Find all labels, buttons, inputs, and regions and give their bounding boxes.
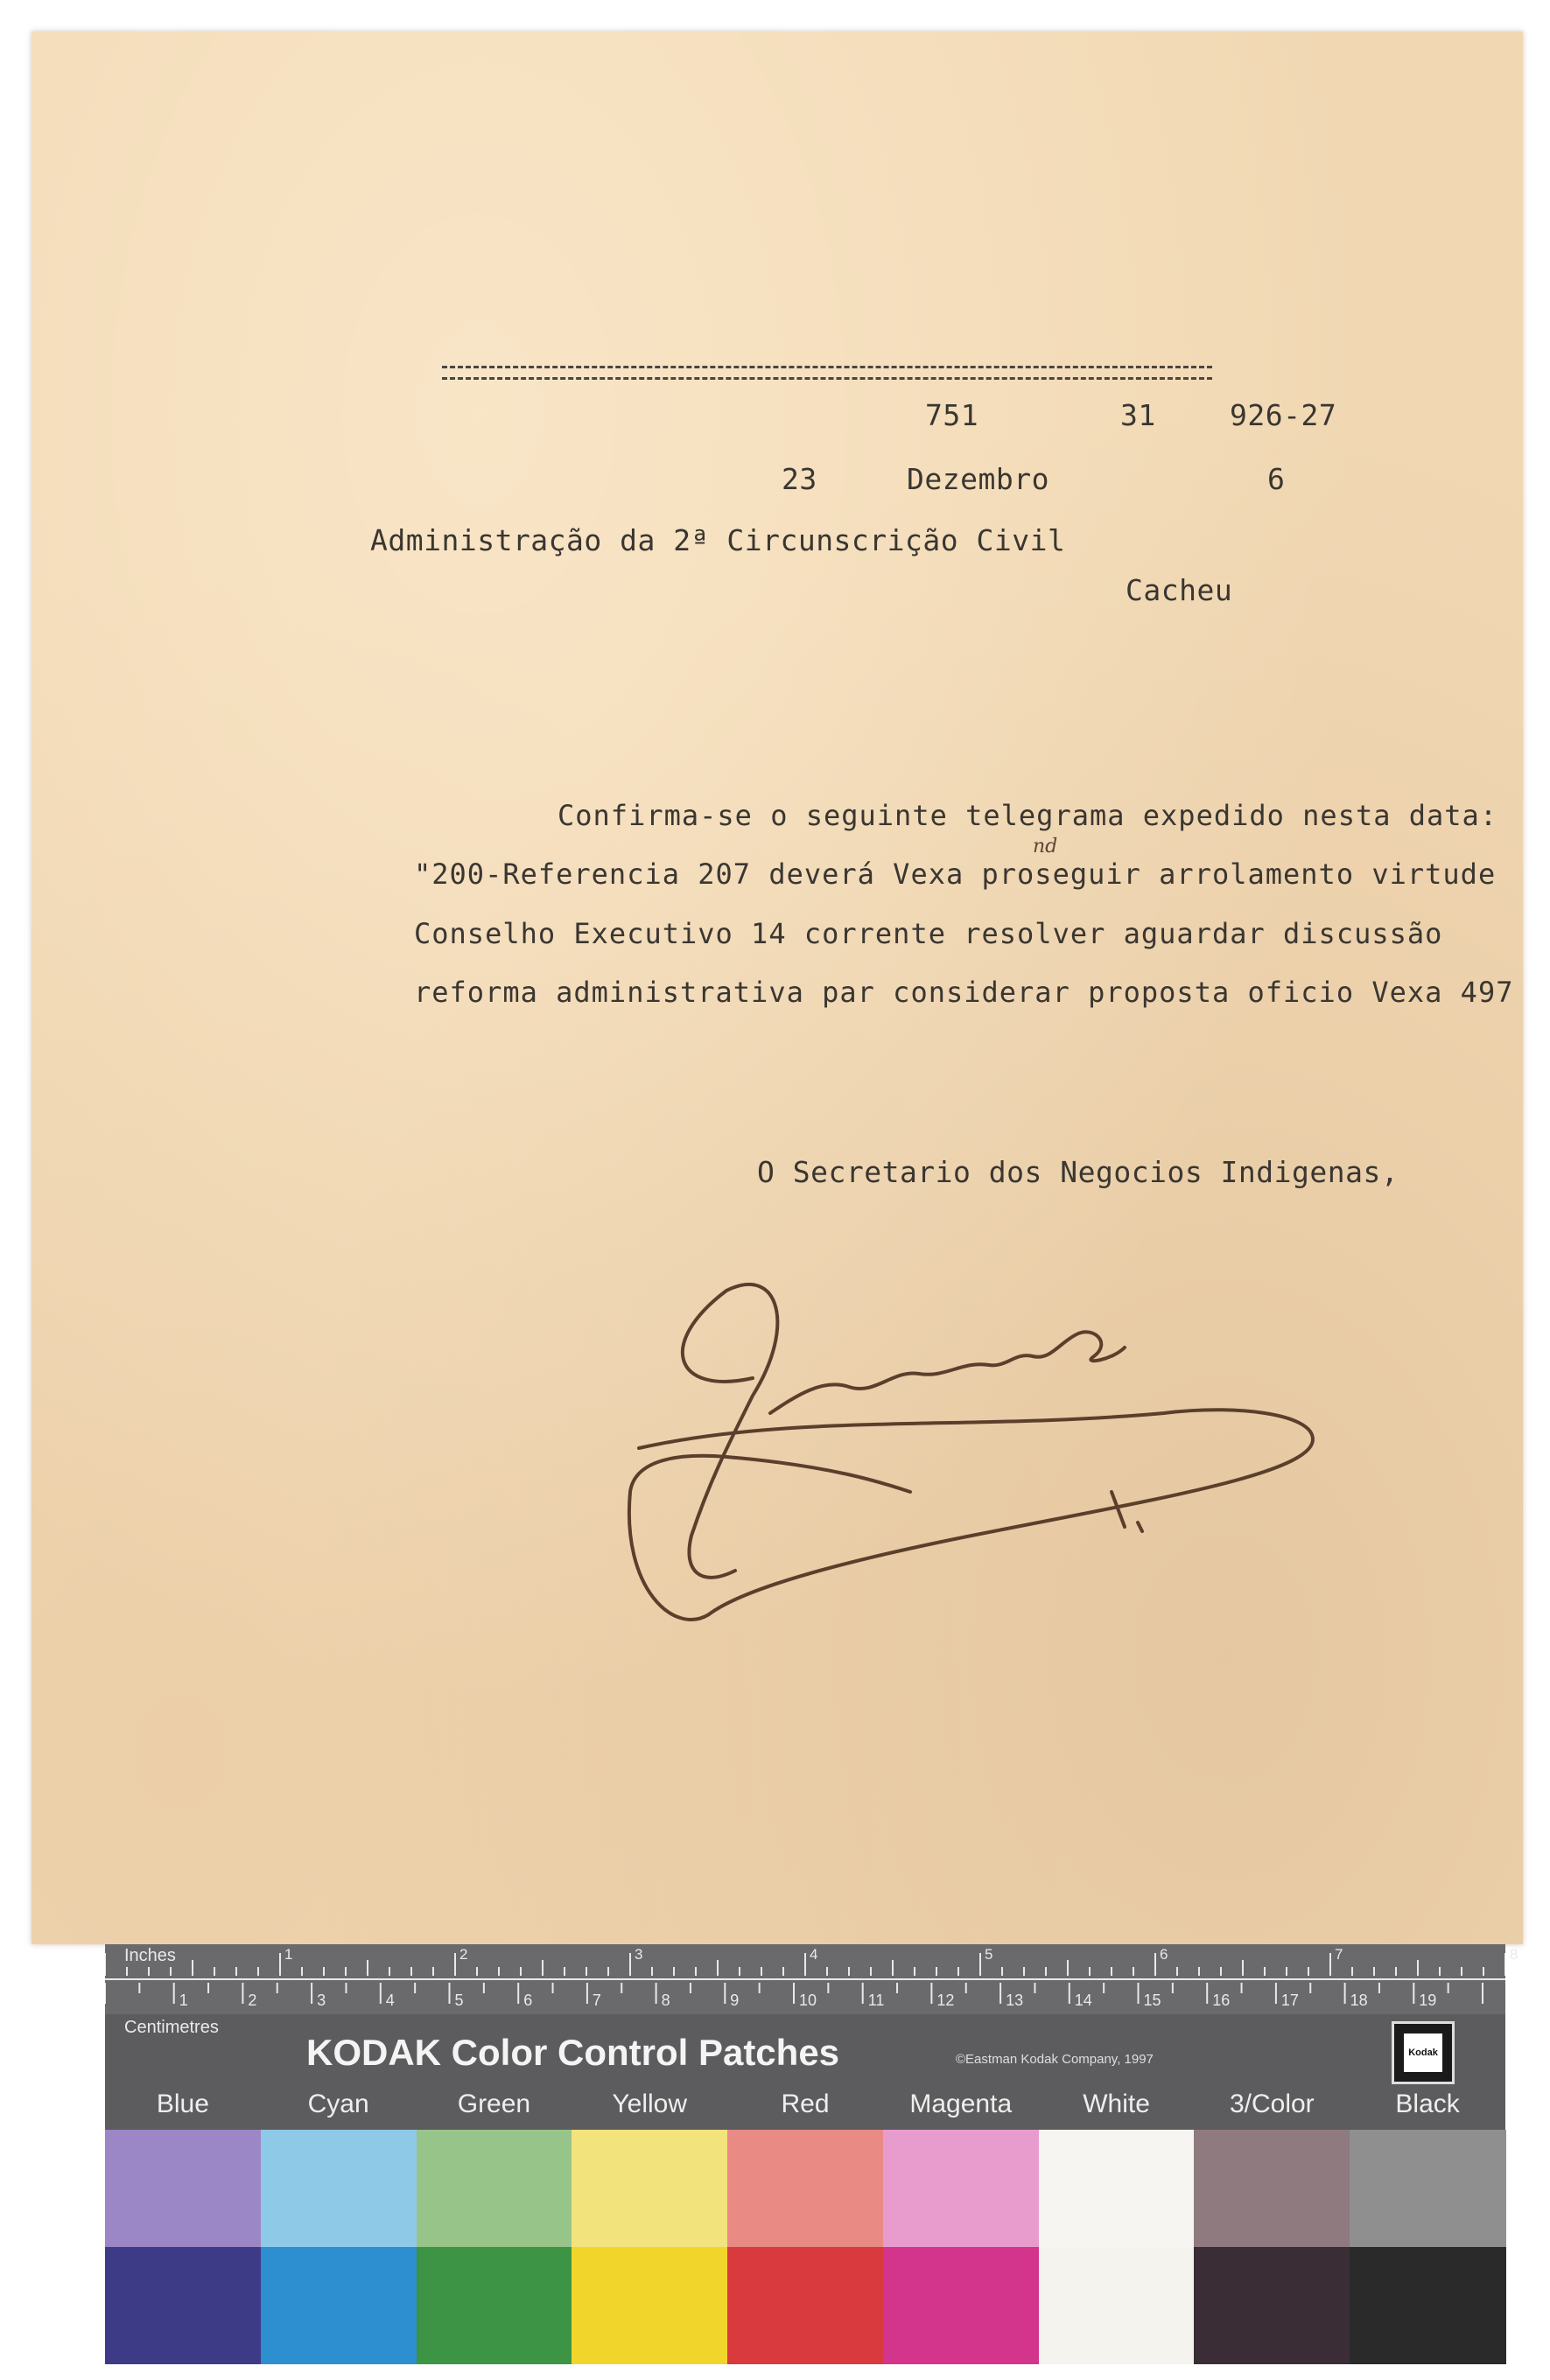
patch-label: Black [1395,2090,1460,2118]
color-patch-light [1194,2130,1350,2247]
centimetre-number: 12 [936,1992,955,2009]
centimetre-number: 3 [317,1992,326,2009]
body-line-4: reforma administrativa par considerar proposta oficio Vexa 497 [414,976,1514,1009]
closing-line: O Secretario dos Negocios Indigenas, [757,1155,1399,1189]
kodak-title: KODAK Color Control Patches [306,2032,840,2073]
centimetre-number: 10 [799,1992,817,2009]
centimetre-number: 5 [454,1992,464,2009]
color-patch-dark [261,2247,417,2364]
handwritten-signature [621,1273,1330,1641]
handwritten-correction: nd [1033,836,1058,858]
kodak-logo-text: Kodak [1404,2034,1442,2072]
color-patch-dark [883,2247,1040,2364]
body-line-2: "200-Referencia 207 deverá Vexa proseguir arrolamento virtude [414,858,1497,891]
body-line-1: Confirma-se o seguinte telegrama expedido nesta data: [558,799,1498,832]
color-patch-light [572,2130,728,2247]
day-number: 31 [1120,398,1156,432]
color-patch-dark [1350,2247,1506,2364]
inches-label: Inches [124,1946,176,1965]
centimetre-number: 4 [385,1992,395,2009]
inch-number: 6 [1160,1946,1168,1963]
patch-label: Yellow [612,2090,688,2118]
centimetre-number: 6 [523,1992,533,2009]
centimetre-number: 15 [1143,1992,1161,2009]
color-patch-dark [417,2247,573,2364]
date-month: Dezembro [907,462,1049,496]
patch-label: Cyan [307,2090,369,2118]
patch-label: 3/Color [1229,2090,1315,2118]
centimetre-number: 14 [1074,1992,1092,2009]
centimetre-number: 9 [730,1992,740,2009]
copyright-notice: ©Eastman Kodak Company, 1997 [956,2052,1154,2067]
color-patch-light [883,2130,1040,2247]
centimetre-number: 16 [1212,1992,1231,2009]
color-patch-light [1350,2130,1506,2247]
year-reference: 926-27 [1230,398,1337,432]
kodak-color-control-target [105,1944,1518,2364]
color-patch-dark [727,2247,884,2364]
date-day: 23 [782,462,817,496]
centimetre-number: 18 [1350,1992,1368,2009]
centimetre-number: 7 [592,1992,601,2009]
color-patch-light [261,2130,417,2247]
count: 6 [1267,462,1286,496]
inch-number: 1 [284,1946,293,1963]
inch-number: 4 [810,1946,818,1963]
patch-label: Green [457,2090,531,2118]
place-name: Cacheu [1126,573,1233,607]
inch-number: 5 [985,1946,993,1963]
centimetre-number: 17 [1280,1992,1299,2009]
color-patch-dark [105,2247,262,2364]
color-patch-dark [572,2247,728,2364]
centimetre-number: 19 [1419,1992,1437,2009]
department-heading: Administração da 2ª Circunscrição Civil [370,523,1066,557]
centimetre-number: 13 [1006,1992,1024,2009]
body-line-3: Conselho Executivo 14 corrente resolver aguardar discussão [414,917,1443,950]
color-patch-light [1039,2130,1196,2247]
inch-number: 2 [459,1946,468,1963]
inch-number: 3 [635,1946,643,1963]
patch-label: Red [781,2090,830,2118]
color-patch-dark [1194,2247,1350,2364]
color-patch-dark [1039,2247,1196,2364]
color-patch-light [727,2130,884,2247]
centimetre-number: 8 [661,1992,670,2009]
color-patch-light [105,2130,262,2247]
centimetre-number: 1 [179,1992,188,2009]
centimetre-number: 11 [867,1992,885,2009]
patch-label: Blue [156,2090,209,2118]
double-dashed-rule [442,366,1212,380]
centimetre-number: 2 [248,1992,257,2009]
reference-number: 751 [925,398,979,432]
measurement-ruler [105,1944,1518,2014]
color-patch-light [417,2130,573,2247]
inch-number: 8 [1510,1946,1518,1963]
centimetres-label: Centimetres [124,2018,219,2037]
kodak-logo-icon [1392,2021,1455,2084]
inch-number: 7 [1335,1946,1343,1963]
patch-label: Magenta [909,2090,1013,2118]
patch-label: White [1083,2090,1150,2118]
